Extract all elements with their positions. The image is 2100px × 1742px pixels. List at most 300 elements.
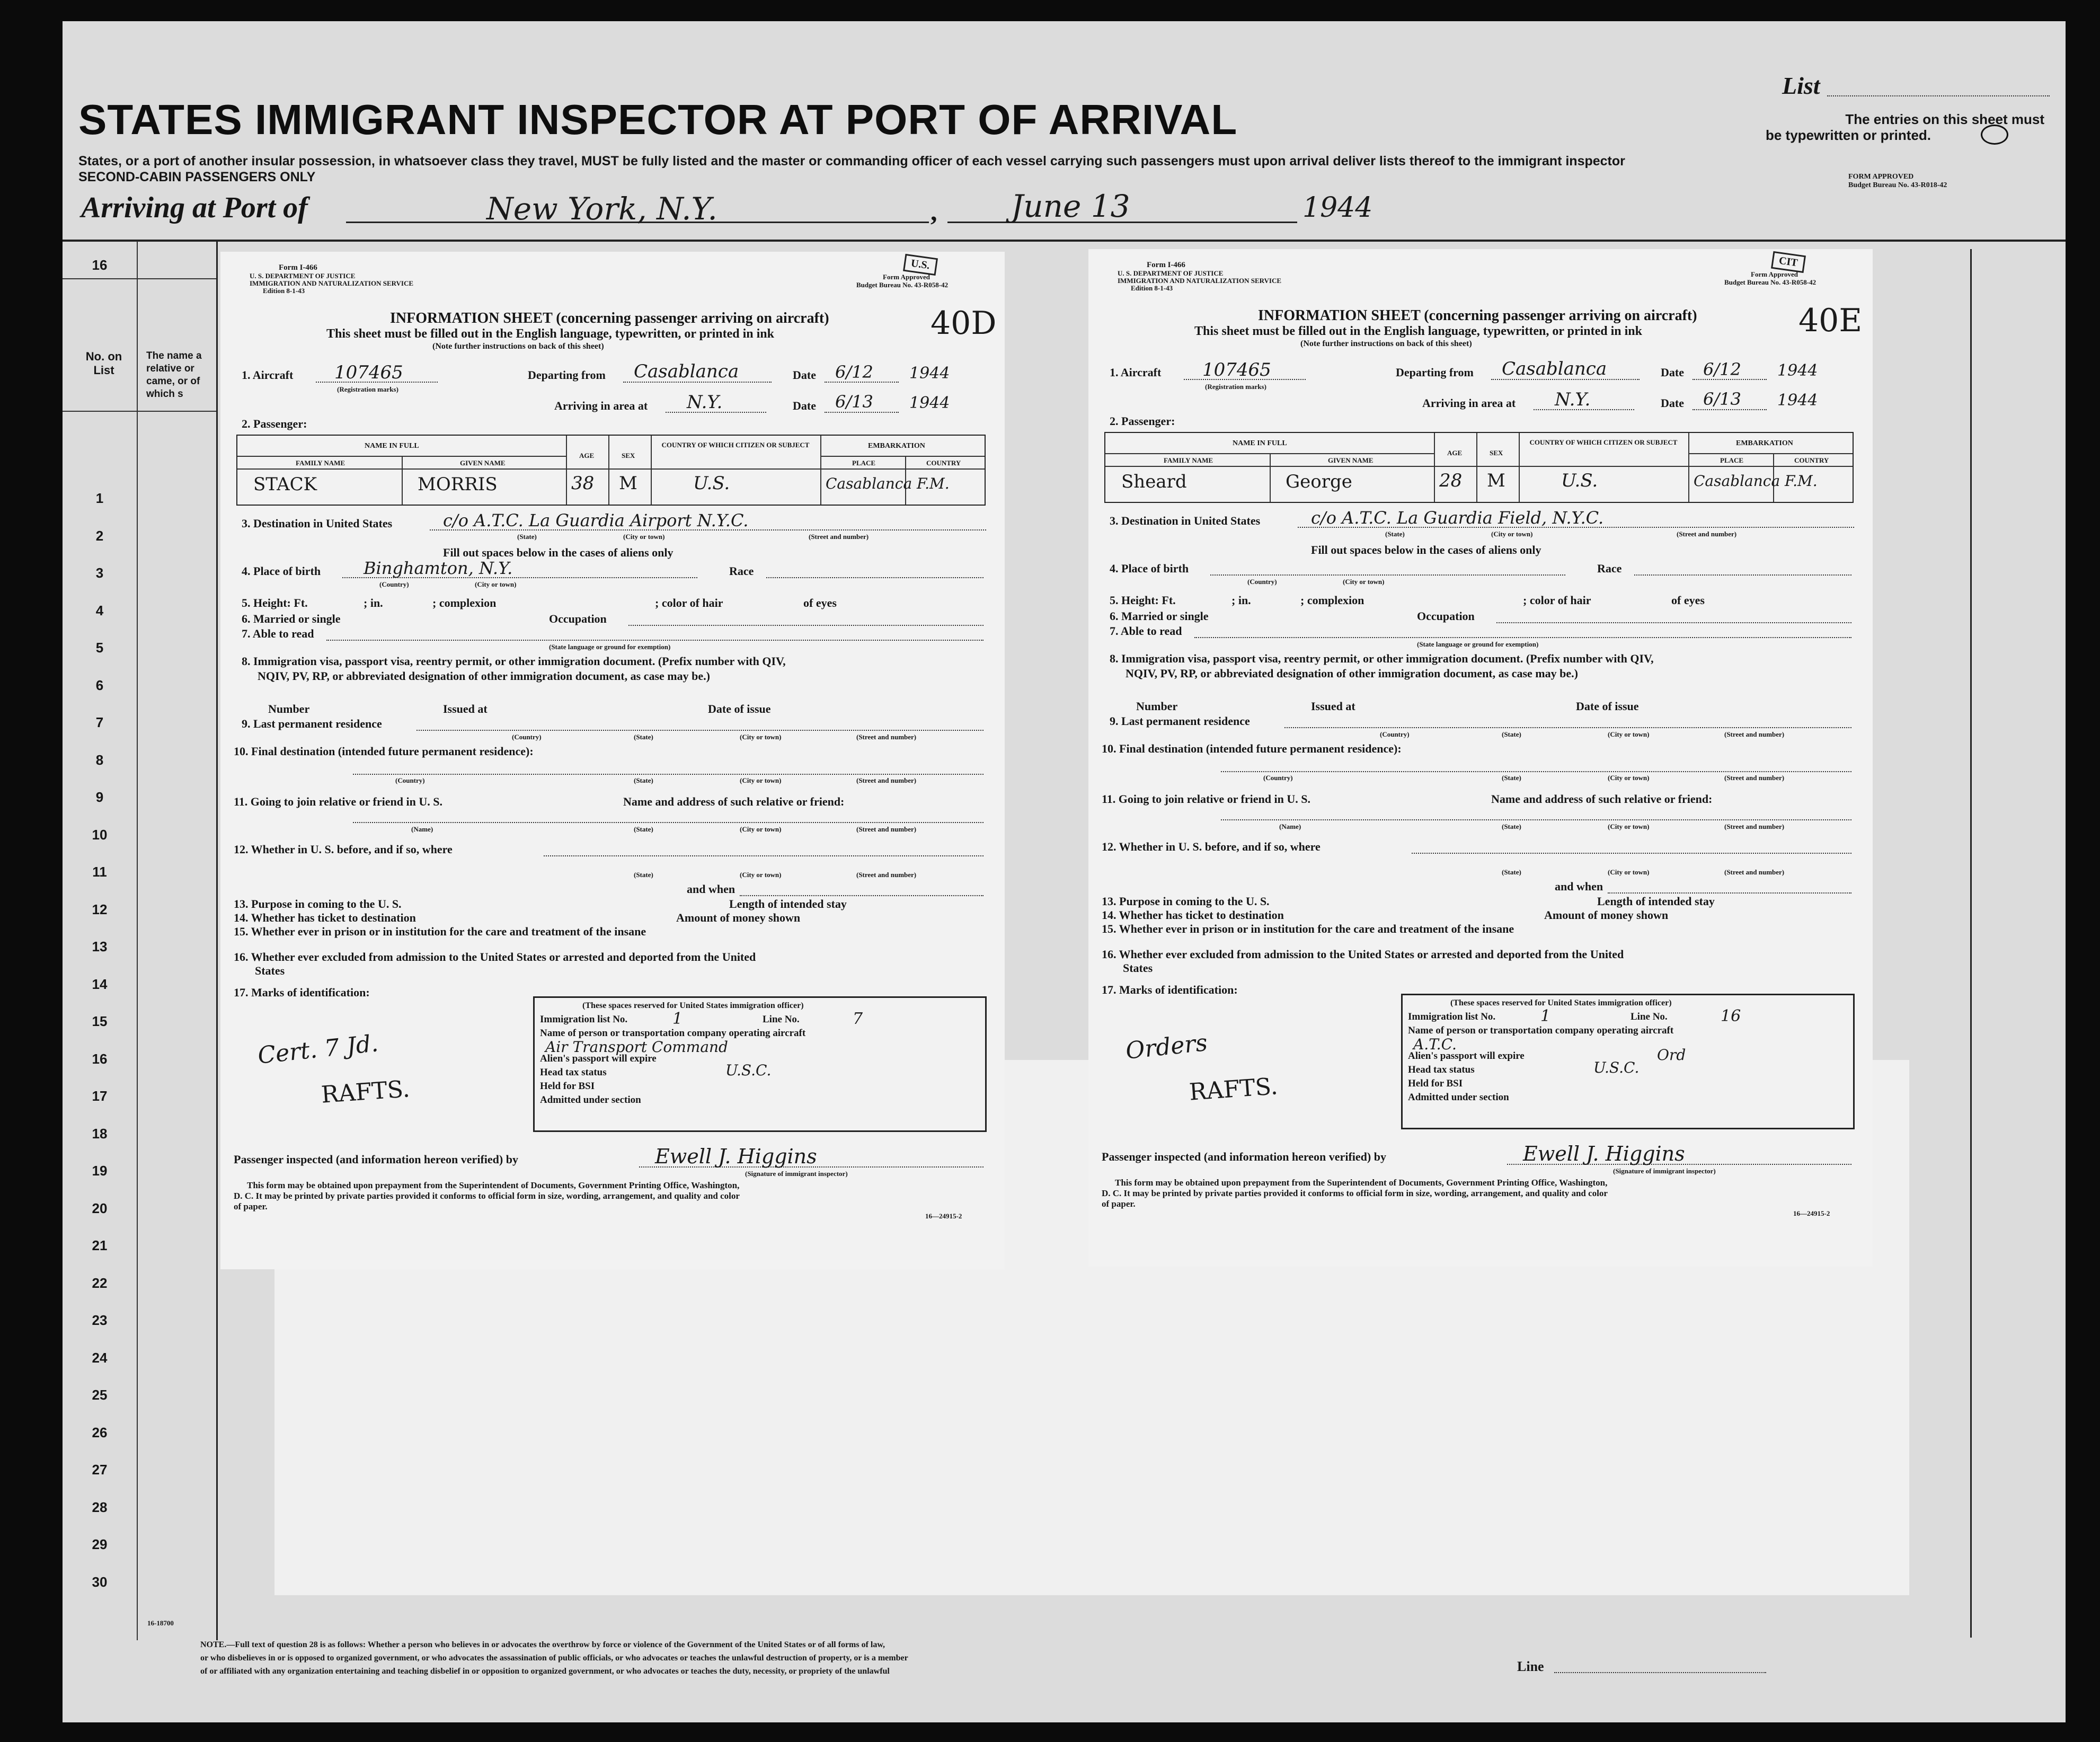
entries-note-2: be typewritten or printed.	[1765, 127, 1931, 143]
destination-value: c/o A.T.C. La Guardia Field, N.Y.C.	[1311, 508, 1604, 528]
signature-caption: (Signature of immigrant inspector)	[1613, 1167, 1716, 1175]
aliens-only-heading: Fill out spaces below in the cases of aliens only	[1311, 543, 1541, 556]
passenger-given-name: MORRIS	[418, 474, 498, 495]
head-tax-status: U.S.C.	[725, 1062, 772, 1079]
read-line	[1194, 637, 1851, 638]
question-9: 9. Last permanent residence	[242, 717, 382, 730]
col-sex: SEX	[622, 452, 635, 459]
birth-label: 4. Place of birth	[242, 564, 321, 578]
departing-from: Casablanca	[634, 361, 739, 382]
married-label: 6. Married or single	[1110, 609, 1209, 623]
question-12: 12. Whether in U. S. before, and if so, where	[1102, 840, 1321, 853]
immigration-list-number: 1	[1540, 1007, 1551, 1025]
col-place: PLACE	[852, 459, 876, 467]
col-divider	[137, 241, 138, 1640]
row-number: 4	[95, 602, 104, 618]
inches-label: ; in.	[364, 596, 383, 609]
form-approved-label: Form Approved	[1751, 270, 1798, 278]
table-rule	[1688, 453, 1853, 454]
row-number: 21	[92, 1237, 108, 1253]
manifest-page	[63, 21, 2066, 1722]
line-no-label: Line No.	[1631, 1011, 1668, 1022]
birth-label: 4. Place of birth	[1110, 562, 1189, 575]
q11-city: (City or town)	[740, 825, 782, 833]
footer-text-1: This form may be obtained upon prepayment from the Superintendent of Documents, Government Printing Office, Washington,	[1115, 1178, 1608, 1188]
question-14: 14. Whether has ticket to destination	[234, 911, 416, 924]
embarkation-place: Casablanca F.M.	[826, 475, 950, 492]
col-place: PLACE	[1720, 456, 1744, 464]
table-col	[1434, 433, 1435, 502]
inches-label: ; in.	[1231, 594, 1251, 607]
destination-label: 3. Destination in United States	[1110, 514, 1261, 527]
passport-expiry: Ord	[1657, 1046, 1686, 1064]
inspector-signature: Ewell J. Higgins	[1523, 1142, 1685, 1165]
inspected-label: Passenger inspected (and information hereon verified) by	[1102, 1150, 1386, 1163]
passport-label: Alien's passport will expire	[1408, 1050, 1525, 1062]
q9-country: (Country)	[1380, 730, 1410, 738]
q11-state: (State)	[1502, 823, 1521, 830]
col-country: COUNTRY OF WHICH CITIZEN OR SUBJECT	[1529, 438, 1678, 446]
operating-company: Air Transport Command	[545, 1038, 728, 1056]
form-number: Form I-466	[1147, 261, 1185, 269]
table-col	[608, 436, 609, 505]
sheet-note: (Note further instructions on back of this sheet)	[432, 342, 604, 351]
height-label: 5. Height: Ft.	[242, 596, 308, 609]
service: IMMIGRATION AND NATURALIZATION SERVICE	[1118, 277, 1282, 285]
col-family-name: FAMILY NAME	[296, 459, 345, 467]
question-14: 14. Whether has ticket to destination	[1102, 908, 1284, 922]
footer-line-label: Line	[1517, 1659, 1544, 1674]
form-approved-label: Form Approved	[883, 273, 930, 281]
destination-city-caption: (City or town)	[623, 533, 665, 541]
and-when-line	[740, 895, 983, 896]
issued-at-label: Issued at	[443, 702, 488, 715]
row-number: 18	[92, 1125, 108, 1142]
headtax-label: Head tax status	[1408, 1064, 1475, 1075]
eyes-label: of eyes	[1671, 594, 1705, 607]
list-label: List	[1782, 72, 1820, 99]
row-number: 17	[92, 1088, 108, 1104]
entries-note-1: The entries on this sheet must	[1845, 111, 2044, 127]
col-sex: SEX	[1490, 449, 1503, 457]
q11-name: (Name)	[411, 825, 433, 833]
col-top-number: 16	[92, 257, 108, 273]
imm-list-label: Immigration list No.	[540, 1014, 628, 1025]
sheet-note: (Note further instructions on back of this sheet)	[1300, 339, 1472, 348]
q9-city: (City or town)	[1608, 730, 1650, 738]
q10-city: (City or town)	[740, 776, 782, 784]
budget-bureau: Budget Bureau No. 43-R058-42	[856, 281, 949, 289]
admitted-label: Admitted under section	[1408, 1092, 1509, 1103]
occupation-label: Occupation	[549, 612, 607, 625]
department: U. S. DEPARTMENT OF JUSTICE	[1118, 269, 1224, 277]
question-11a: 11. Going to join relative or friend in U. S.	[234, 795, 442, 808]
table-col	[1270, 453, 1271, 502]
number-label: Number	[1136, 700, 1178, 713]
seal-icon	[1981, 125, 2008, 145]
arriving-date: June 13	[1011, 188, 1130, 224]
q12-city: (City or town)	[740, 871, 782, 879]
hair-label: ; color of hair	[1523, 594, 1591, 607]
col-name-in-full: NAME IN FULL	[365, 442, 419, 450]
eyes-label: of eyes	[803, 596, 837, 609]
col-country: COUNTRY OF WHICH CITIZEN OR SUBJECT	[661, 441, 810, 449]
aircraft-registration: 107465	[1202, 359, 1271, 381]
row-number: 5	[95, 640, 104, 656]
header-second-cabin: SECOND-CABIN PASSENGERS ONLY	[78, 170, 316, 184]
immigration-list-number: 1	[672, 1010, 683, 1028]
row-number: 30	[92, 1573, 108, 1590]
arriving-area-label: Arriving in area at	[1422, 396, 1516, 410]
form-number: Form I-466	[279, 263, 317, 272]
departure-date: 6/12	[835, 362, 873, 382]
passport-label: Alien's passport will expire	[540, 1053, 657, 1064]
header-bottom-rule	[63, 411, 216, 412]
list-number-line	[1827, 95, 2050, 96]
departing-label: Departing from	[1396, 366, 1474, 379]
q11-name: (Name)	[1279, 823, 1301, 830]
q10-state: (State)	[1502, 774, 1521, 782]
footer-note-1: NOTE.—Full text of question 28 is as follows: Whether a person who believes in or advocates the overthrow by force or violence of the Government of the United States or of all forms of law,	[200, 1640, 885, 1649]
stamp: U.S.	[903, 254, 938, 276]
budget-bureau: Budget Bureau No. 43-R058-42	[1724, 278, 1817, 286]
and-when-label: and when	[1555, 880, 1603, 893]
passenger-label: 2. Passenger:	[242, 417, 307, 430]
q9-line	[1284, 727, 1851, 728]
arr-date-label: Date	[1661, 396, 1684, 410]
marks-rafts: RAFTS.	[320, 1075, 411, 1109]
question-13: 13. Purpose in coming to the U. S.	[1102, 895, 1270, 908]
arriving-label: Arriving at Port of	[81, 191, 308, 224]
birth-city-caption: (City or town)	[1343, 578, 1385, 586]
q12-state: (State)	[1502, 868, 1521, 876]
race-line	[766, 577, 983, 578]
q10-street: (Street and number)	[1724, 774, 1785, 782]
sheet-id: 40D	[931, 305, 997, 342]
row-number: 11	[92, 864, 107, 880]
table-rule	[1105, 466, 1853, 467]
officer-box	[1401, 994, 1855, 1129]
line-no-label: Line No.	[763, 1014, 800, 1025]
aircraft-registration: 107465	[334, 362, 403, 383]
row-number: 8	[95, 751, 104, 768]
q10-city: (City or town)	[1608, 774, 1650, 782]
arriving-year: 1944	[1302, 192, 1373, 224]
read-label: 7. Able to read	[1110, 624, 1182, 638]
stamp: CIT	[1771, 251, 1806, 273]
row-number: 29	[92, 1536, 108, 1552]
row-number: 16	[92, 1050, 108, 1067]
row-number: 24	[92, 1349, 108, 1366]
q11-city: (City or town)	[1608, 823, 1650, 830]
question-8b: NQIV, PV, RP, or abbreviated designation of other immigration document, as case may be.)	[1126, 667, 1578, 680]
occupation-line	[628, 625, 983, 626]
row-number: 9	[95, 789, 104, 805]
col-age: AGE	[1447, 449, 1463, 457]
and-when-line	[1608, 892, 1851, 894]
passenger-citizenship: U.S.	[1561, 470, 1598, 491]
comma: ,	[931, 197, 937, 226]
arriving-area: N.Y.	[687, 392, 723, 413]
issued-at-label: Issued at	[1311, 700, 1355, 713]
q10-country: (Country)	[395, 776, 425, 784]
col-embarkation: EMBARKATION	[1736, 439, 1793, 447]
registration-caption: (Registration marks)	[337, 385, 398, 393]
col-country-embark: COUNTRY	[1794, 456, 1829, 464]
passenger-sex: M	[619, 473, 637, 494]
col-given-name: GIVEN NAME	[460, 459, 506, 467]
race-line	[1634, 574, 1851, 576]
row-number: 25	[92, 1387, 108, 1403]
footer-text-3: of paper.	[1102, 1199, 1136, 1209]
row-number: 7	[95, 714, 104, 730]
q10-street: (Street and number)	[856, 776, 917, 784]
sheet-subtitle: This sheet must be filled out in the English language, typewritten, or printed in ink	[1194, 324, 1642, 338]
read-caption: (State language or ground for exemption)	[1417, 640, 1539, 648]
signature-caption: (Signature of immigrant inspector)	[745, 1170, 848, 1178]
sheet-form-number: 16—24915-2	[925, 1212, 962, 1220]
date-of-issue-label: Date of issue	[1576, 700, 1639, 713]
birth-city-caption: (City or town)	[475, 580, 517, 588]
sheet-subtitle: This sheet must be filled out in the English language, typewritten, or printed in ink	[326, 327, 774, 341]
footer-note-3: of or affiliated with any organization entertaining and teaching disbelief in or opposition to organized government, or who advocates or teaches the duty, necessity, or propriety of the unlawful	[200, 1667, 890, 1676]
question-11b: Name and address of such relative or friend:	[623, 795, 845, 808]
question-15: 15. Whether ever in prison or in institution for the care and treatment of the insane	[1102, 922, 1514, 935]
question-8a: 8. Immigration visa, passport visa, reentry permit, or other immigration document. (Prefix number with QIV,	[242, 655, 786, 668]
q9-state: (State)	[1502, 730, 1521, 738]
service: IMMIGRATION AND NATURALIZATION SERVICE	[250, 279, 414, 287]
footer-text-2: D. C. It may be printed by private parties provided it conforms to official form in size, wording, arrangement, and quality and color	[234, 1191, 740, 1201]
question-16b: States	[255, 964, 285, 977]
arriving-area-label: Arriving in area at	[554, 399, 648, 412]
form-approved: FORM APPROVED	[1848, 173, 1914, 181]
passenger-age: 28	[1439, 470, 1463, 491]
col-age: AGE	[579, 452, 595, 459]
dep-date-label: Date	[1661, 366, 1684, 379]
imm-list-label: Immigration list No.	[1408, 1011, 1496, 1022]
q9-street: (Street and number)	[856, 733, 917, 741]
destination-city-caption: (City or town)	[1491, 530, 1533, 538]
passenger-age: 38	[571, 473, 595, 494]
table-rule	[237, 468, 985, 470]
q12-street: (Street and number)	[856, 871, 917, 879]
race-label: Race	[729, 564, 754, 578]
read-caption: (State language or ground for exemption)	[549, 643, 671, 651]
departing-label: Departing from	[528, 368, 606, 382]
row-number: 14	[92, 976, 108, 992]
question-8b: NQIV, PV, RP, or abbreviated designation of other immigration document, as case may be.)	[258, 669, 710, 683]
row-number: 6	[95, 677, 104, 693]
marks-of-identification: Orders	[1124, 1029, 1209, 1065]
q9-state: (State)	[634, 733, 653, 741]
departure-date: 6/12	[1703, 359, 1741, 379]
row-number: 15	[92, 1013, 108, 1029]
marks-of-identification: Cert. 7 Jd.	[256, 1030, 380, 1069]
q11-line	[353, 822, 983, 823]
row-number: 13	[92, 939, 108, 954]
question-16a: 16. Whether ever excluded from admission to the United States or arrested and deported from the United	[234, 950, 756, 963]
q12-street: (Street and number)	[1724, 868, 1785, 876]
edition: Edition 8-1-43	[263, 287, 305, 295]
stay-label: Length of intended stay	[1597, 895, 1715, 908]
aircraft-label: 1. Aircraft	[1110, 366, 1162, 379]
passenger-table	[1104, 432, 1854, 503]
row-number: 20	[92, 1200, 108, 1216]
row-number: 3	[95, 565, 104, 581]
q10-line	[1221, 771, 1851, 772]
name-header: The name a relative or came, or of which s	[146, 350, 202, 400]
q9-country: (Country)	[512, 733, 542, 741]
bsi-label: Held for BSI	[1408, 1078, 1463, 1089]
row-number: 23	[92, 1312, 108, 1328]
money-label: Amount of money shown	[1544, 908, 1669, 922]
q11-line	[1221, 819, 1851, 820]
destination-state-caption: (State)	[1385, 530, 1405, 538]
question-10: 10. Final destination (intended future permanent residence):	[1102, 742, 1402, 755]
destination-street-caption: (Street and number)	[1677, 530, 1737, 538]
col-embarkation: EMBARKATION	[868, 442, 925, 450]
destination-label: 3. Destination in United States	[242, 517, 393, 530]
question-16a: 16. Whether ever excluded from admission to the United States or arrested and deported from the United	[1102, 948, 1624, 961]
arrival-date: 6/13	[835, 392, 873, 412]
sheet-id: 40E	[1798, 302, 1863, 339]
question-17: 17. Marks of identification:	[1102, 983, 1238, 996]
destination-state-caption: (State)	[517, 533, 537, 541]
question-13: 13. Purpose in coming to the U. S.	[234, 897, 402, 910]
col-top-rule	[63, 278, 216, 279]
row-number: 12	[92, 901, 108, 917]
reserved-caption: (These spaces reserved for United States immigration officer)	[582, 1001, 804, 1010]
row-number: 26	[92, 1424, 108, 1440]
line-number: 16	[1721, 1007, 1741, 1025]
money-label: Amount of money shown	[676, 911, 801, 924]
arriving-port: New York, N.Y.	[486, 191, 717, 227]
stay-label: Length of intended stay	[729, 897, 847, 910]
officer-box	[533, 996, 987, 1132]
sheet-title: INFORMATION SHEET (concerning passenger arriving on aircraft)	[390, 310, 829, 326]
passenger-citizenship: U.S.	[693, 473, 730, 494]
birth-country-caption: (Country)	[1247, 578, 1277, 586]
embarkation-place: Casablanca F.M.	[1694, 472, 1818, 490]
row-number: 22	[92, 1275, 108, 1291]
passenger-table	[236, 435, 986, 506]
arr-date-line	[825, 412, 899, 413]
footer-note-2: or who disbelieves in or is opposed to organized government, or who advocates the assassination of public officials, or who advocates or teaches the unlawful destruction of property, or is a member	[200, 1653, 908, 1663]
q10-country: (Country)	[1263, 774, 1293, 782]
number-label: Number	[268, 702, 310, 715]
row-number: 10	[92, 826, 108, 843]
question-12: 12. Whether in U. S. before, and if so, where	[234, 843, 453, 856]
q10-line	[353, 774, 983, 775]
aliens-only-heading: Fill out spaces below in the cases of aliens only	[443, 546, 674, 559]
question-10: 10. Final destination (intended future permanent residence):	[234, 745, 534, 758]
passenger-sex: M	[1487, 470, 1505, 491]
table-col	[1688, 433, 1689, 502]
manifest-left-column	[63, 241, 218, 1640]
information-sheet-2	[1088, 249, 1873, 1267]
dep-date-label: Date	[793, 368, 816, 382]
arrival-date: 6/13	[1703, 389, 1741, 409]
no-on-list-header: No. on List	[85, 350, 122, 377]
inspected-label: Passenger inspected (and information hereon verified) by	[234, 1153, 518, 1166]
place-of-birth: Binghamton, N.Y.	[364, 558, 513, 578]
occupation-line	[1496, 622, 1851, 623]
col-name-in-full: NAME IN FULL	[1233, 439, 1287, 447]
footer-line-rule	[1554, 1672, 1766, 1673]
col-family-name: FAMILY NAME	[1164, 456, 1213, 464]
sheet-title: INFORMATION SHEET (concerning passenger arriving on aircraft)	[1258, 307, 1697, 324]
question-8a: 8. Immigration visa, passport visa, reentry permit, or other immigration document. (Prefix number with QIV,	[1110, 652, 1654, 665]
complexion-label: ; complexion	[1300, 594, 1364, 607]
q12-city: (City or town)	[1608, 868, 1650, 876]
page-title: STATES IMMIGRANT INSPECTOR AT PORT OF ARRIVAL	[78, 96, 1238, 143]
hair-label: ; color of hair	[655, 596, 723, 609]
row-number: 19	[92, 1163, 108, 1179]
col-country-embark: COUNTRY	[926, 459, 961, 467]
sheet-form-number: 16—24915-2	[1793, 1209, 1830, 1217]
right-stub-column	[1970, 249, 2067, 1638]
arrival-year: 1944	[1777, 391, 1818, 410]
arrival-year: 1944	[909, 394, 950, 412]
date-of-issue-label: Date of issue	[708, 702, 771, 715]
information-sheet-1	[220, 252, 1005, 1269]
complexion-label: ; complexion	[432, 596, 497, 609]
question-16b: States	[1123, 961, 1153, 975]
header-rule	[63, 240, 2066, 242]
arr-date-line	[1693, 409, 1767, 410]
footer-text-1: This form may be obtained upon prepayment from the Superintendent of Documents, Government Printing Office, Washington,	[247, 1180, 740, 1190]
departing-from: Casablanca	[1502, 358, 1607, 379]
birth-line	[1210, 574, 1565, 576]
q9-street: (Street and number)	[1724, 730, 1785, 738]
header-instructions: States, or a port of another insular possession, in whatsoever class they travel, MUST be fully listed and the master or commanding officer of each vessel carrying such passengers must upon arrival deliver lists thereof to the immigrant inspector	[78, 154, 1625, 169]
table-col	[402, 456, 403, 505]
registration-caption: (Registration marks)	[1205, 383, 1266, 391]
question-9: 9. Last permanent residence	[1110, 714, 1250, 728]
q11-street: (Street and number)	[1724, 823, 1785, 830]
col-given-name: GIVEN NAME	[1328, 456, 1374, 464]
footer-text-2: D. C. It may be printed by private parties provided it conforms to official form in size, wording, arrangement, and quality and color	[1102, 1188, 1608, 1198]
footer-text-3: of paper.	[234, 1201, 268, 1212]
q12-line	[1412, 853, 1851, 854]
table-col	[1476, 433, 1477, 502]
operating-company: A.T.C.	[1413, 1036, 1457, 1053]
arr-date-label: Date	[793, 399, 816, 412]
reserved-caption: (These spaces reserved for United States immigration officer)	[1450, 998, 1672, 1007]
passenger-label: 2. Passenger:	[1110, 414, 1175, 428]
q9-city: (City or town)	[740, 733, 782, 741]
marks-rafts: RAFTS.	[1188, 1073, 1279, 1106]
departure-year: 1944	[909, 364, 950, 383]
department: U. S. DEPARTMENT OF JUSTICE	[250, 272, 356, 280]
company-label: Name of person or transportation company operating aircraft	[1408, 1025, 1674, 1036]
departure-year: 1944	[1777, 361, 1818, 380]
table-col	[820, 436, 821, 505]
admitted-label: Admitted under section	[540, 1094, 641, 1106]
question-11a: 11. Going to join relative or friend in U. S.	[1102, 792, 1310, 806]
row-number: 27	[92, 1462, 108, 1478]
married-label: 6. Married or single	[242, 612, 341, 625]
row-number: 28	[92, 1499, 108, 1515]
q11-street: (Street and number)	[856, 825, 917, 833]
race-label: Race	[1597, 562, 1622, 575]
company-label: Name of person or transportation company operating aircraft	[540, 1028, 806, 1039]
inspector-signature: Ewell J. Higgins	[655, 1145, 817, 1168]
passenger-given-name: George	[1286, 471, 1352, 492]
line-number: 7	[853, 1010, 863, 1028]
row-number: 1	[95, 490, 104, 506]
row-number: 2	[95, 527, 104, 544]
